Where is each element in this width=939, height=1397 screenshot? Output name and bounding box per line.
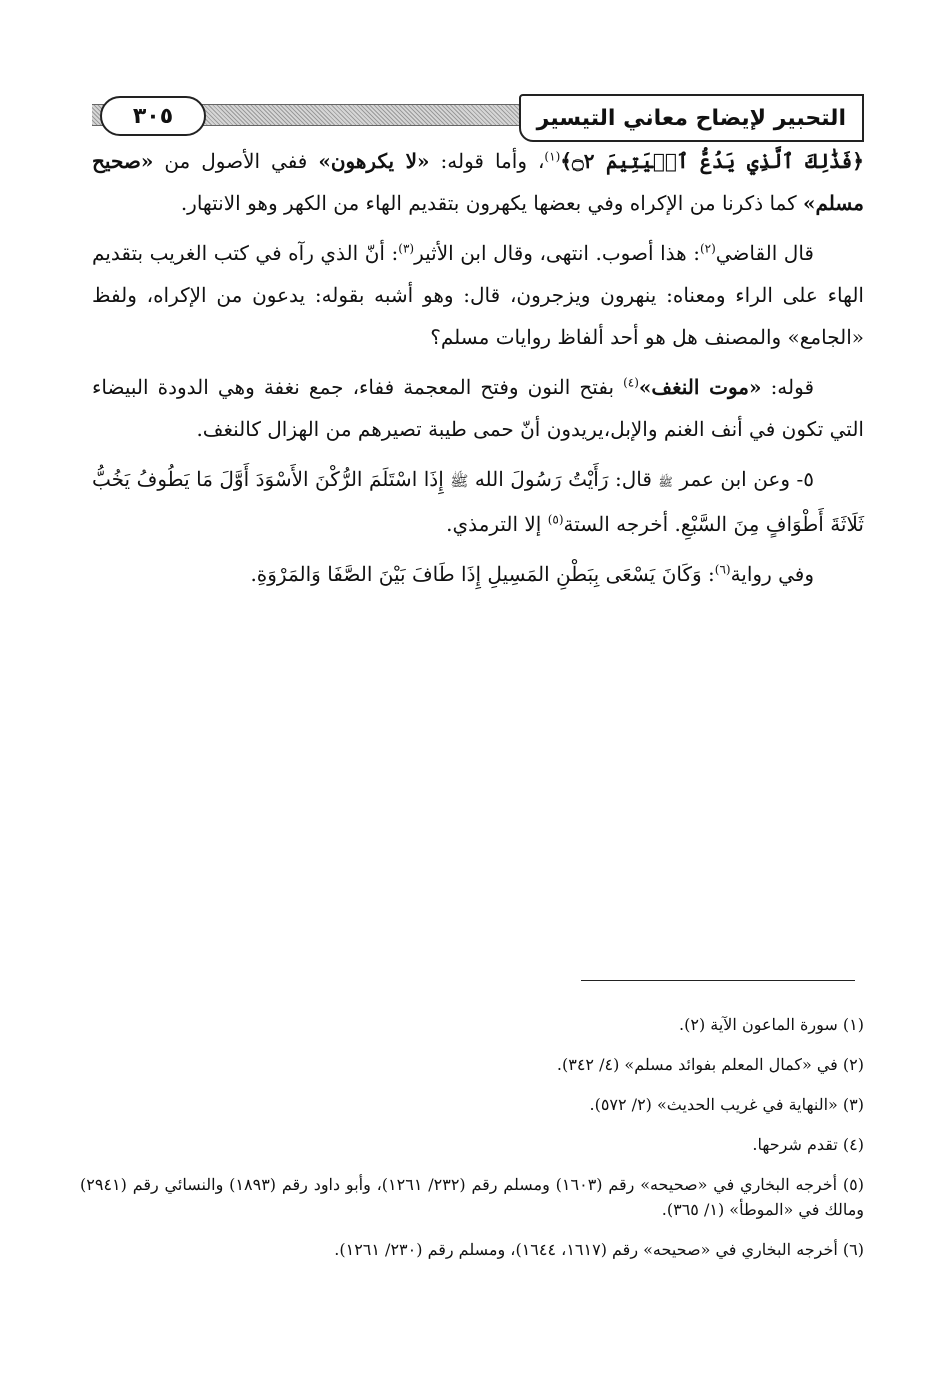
text: وفي رواية bbox=[730, 562, 814, 586]
footnote-separator bbox=[581, 980, 855, 981]
hadith-text: إِذَا اسْتَلَمَ الرُّكْنَ الأَسْوَدَ أَوَّلَ مَا يَطُوفُ يَخُبُّ ثَلَاثَةَ أَطْوَافٍ مِنَ السَّبْعِ bbox=[92, 467, 864, 536]
hadith-text: : وَكَانَ يَسْعَى بِبَطْنِ المَسِيلِ إِذَا طَافَ بَيْنَ الصَّفَا وَالمَرْوَةِ. bbox=[250, 562, 715, 586]
text: إلا الترمذي. bbox=[446, 512, 548, 536]
text: قال القاضي bbox=[715, 241, 814, 265]
text: . أخرجه الستة bbox=[563, 512, 681, 536]
paragraph-3 bbox=[92, 366, 864, 450]
footnote-ref-6: (٦) bbox=[714, 562, 731, 577]
book-reference: «صحيح مسلم» bbox=[92, 149, 864, 215]
book-title: التحبير لإيضاح معاني التيسير bbox=[519, 94, 864, 142]
text: ففي الأصول من bbox=[153, 149, 319, 173]
footnote-2: (٢) في «كمال المعلم بفوائد مسلم» (٤/ ٣٤٢). bbox=[556, 1055, 864, 1074]
honorific-glyph: ﷺ bbox=[658, 475, 673, 489]
text: : هذا أصوب. انتهى، وقال ابن الأثير bbox=[414, 241, 700, 265]
page-number: ٣٠٥ bbox=[100, 96, 206, 136]
page-header bbox=[92, 94, 864, 144]
hadith-text: رَأَيْتُ رَسُولَ الله bbox=[468, 467, 609, 491]
paragraph-4 bbox=[92, 458, 864, 545]
quoted-term: «موت النغف» bbox=[638, 375, 762, 399]
quran-verse: ﴿فَذَٰلِكَ ٱلَّذِي يَدُعُّ ٱلۡيَتِيمَ ۝٢﴾ bbox=[560, 149, 864, 173]
text: بفتح النون وفتح المعجمة ففاء، جمع نغفة وهي الدودة البيضاء التي تكون في أنف الغنم والإبل،يريدون أنّ حمى طيبة تصيرهم من الهزال كالنغف. bbox=[92, 375, 864, 441]
text: ٥- وعن ابن عمر bbox=[672, 467, 815, 491]
footnote-ref-2: (٢) bbox=[699, 241, 716, 256]
footnote-5: (٥) أخرجه البخاري في «صحيحه» رقم (١٦٠٣) ومسلم رقم (٢٣٢/ ١٢٦١)، وأبو داود رقم (١٨٩٣) والنسائي رقم (٢٩٤١) ومالك في «الموطأ» (١/ ٣٦٥). bbox=[80, 1175, 864, 1219]
footnote-4: (٤) تقدم شرحها. bbox=[752, 1135, 864, 1154]
footnote-ref-3: (٣) bbox=[398, 241, 415, 256]
footnotes bbox=[80, 1012, 864, 1277]
text: : أنّ الذي رآه في كتب الغريب بتقديم الهاء على الراء ومعناه: ينهرون ويزجرون، قال: وهو أشبه بقوله: يدعون من الإكراه، ولفظ «الجامع» والمصنف هل هو أحد ألفاظ روايات مسلم؟ bbox=[92, 241, 864, 349]
text: كما ذكرنا من الإكراه وفي بعضها يكهرون بتقديم الهاء من الكهر وهو الانتهار. bbox=[180, 191, 803, 215]
text: قوله: bbox=[761, 375, 815, 399]
salutation-glyph: ﷺ bbox=[450, 472, 469, 490]
footnote-6: (٦) أخرجه البخاري في «صحيحه» رقم (١٦١٧، ١٦٤٤)، ومسلم رقم (٢٣٠/ ١٢٦١). bbox=[334, 1240, 864, 1259]
paragraph-5 bbox=[92, 553, 864, 595]
main-text bbox=[92, 140, 864, 603]
quoted-term: «لا يكرهون» bbox=[318, 149, 430, 173]
footnote-ref-4: (٤) bbox=[623, 375, 639, 390]
text: قال: bbox=[608, 467, 659, 491]
text: ، وأما قوله: bbox=[429, 149, 545, 173]
paragraph-1 bbox=[92, 140, 864, 224]
footnote-ref-1: (١) bbox=[544, 149, 561, 164]
paragraph-2 bbox=[92, 232, 864, 358]
footnote-3: (٣) «النهاية في غريب الحديث» (٢/ ٥٧٢). bbox=[589, 1095, 864, 1114]
footnote-1: (١) سورة الماعون الآية (٢). bbox=[679, 1015, 864, 1034]
footnote-ref-5: (٥) bbox=[547, 512, 564, 527]
